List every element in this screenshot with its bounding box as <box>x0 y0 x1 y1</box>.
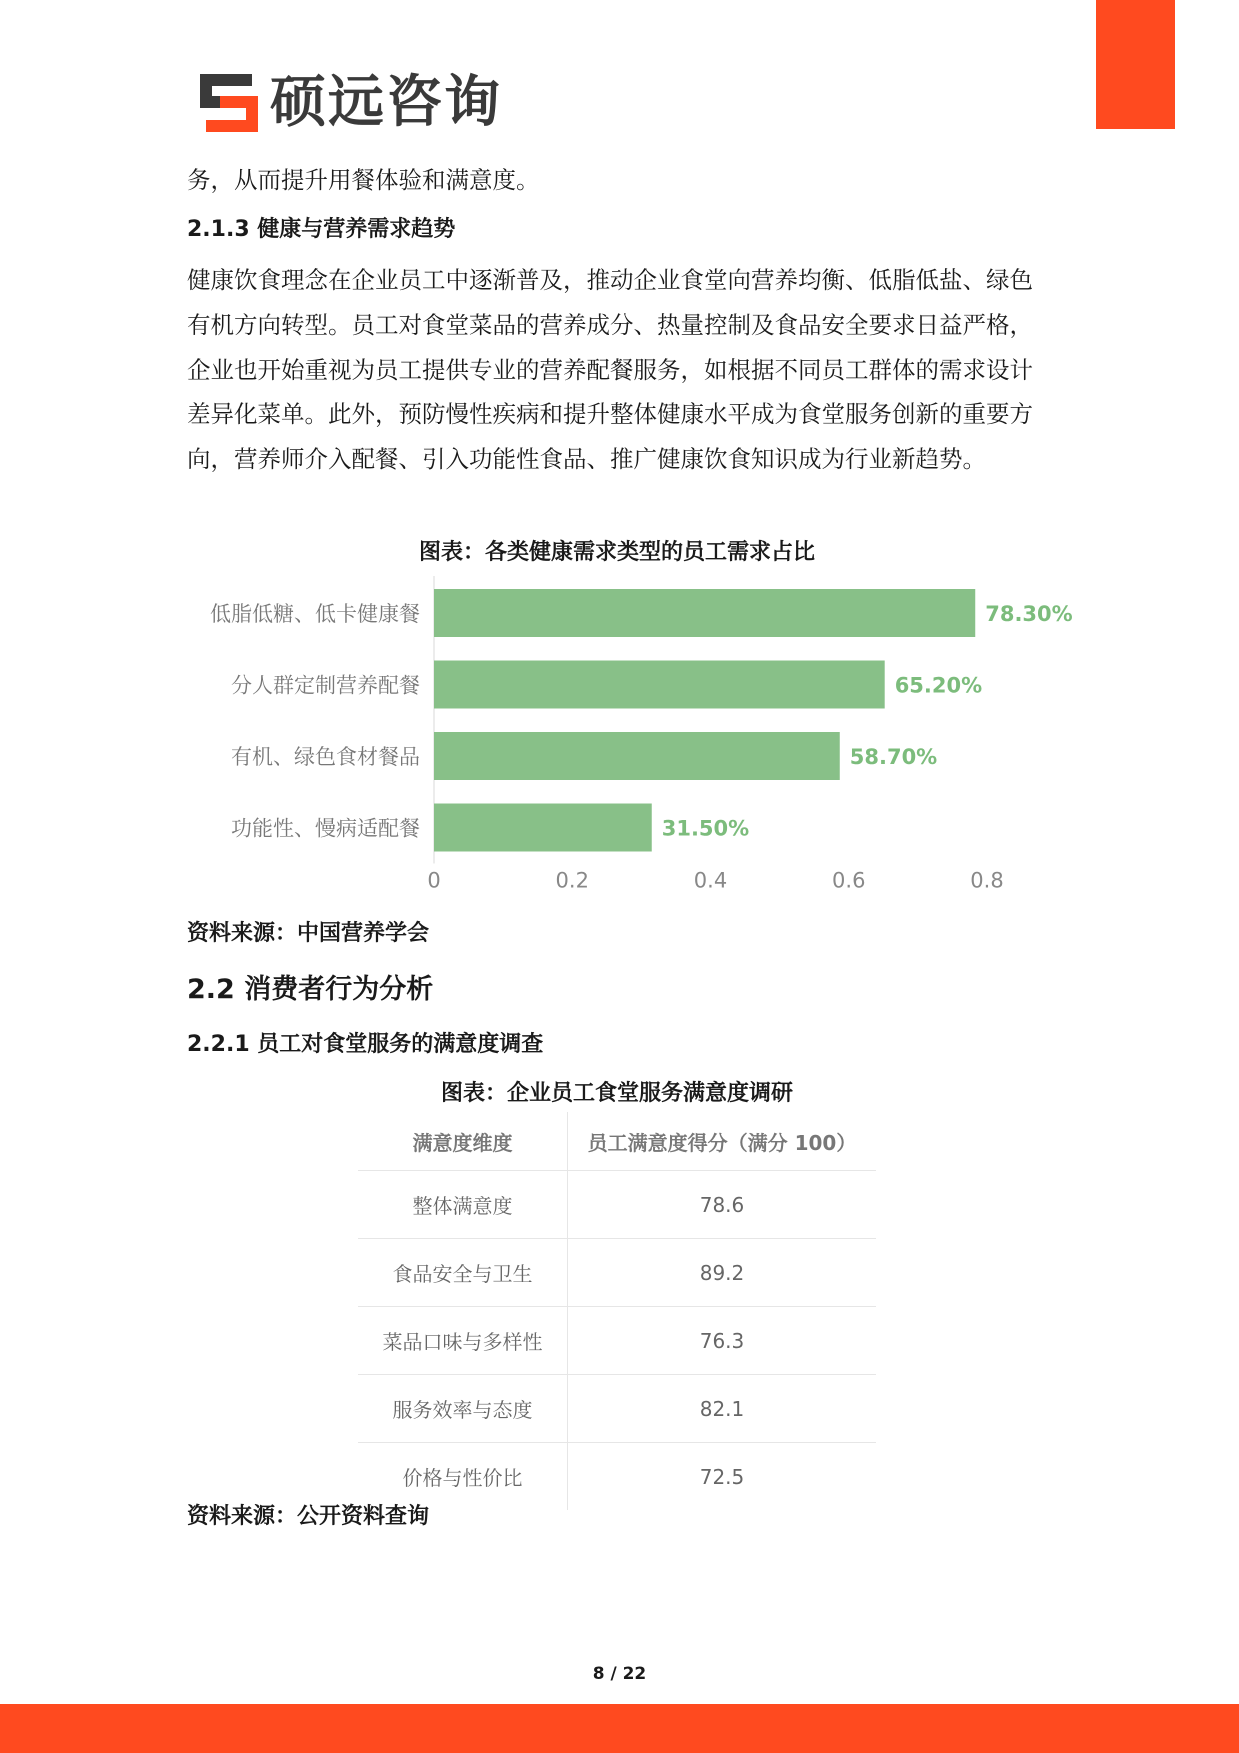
table-cell-dimension: 菜品口味与多样性 <box>358 1307 568 1375</box>
bottom-accent-bar <box>0 1704 1239 1753</box>
table-header-dimension: 满意度维度 <box>358 1112 568 1171</box>
data-label: 58.70% <box>849 745 938 769</box>
brand-logo <box>200 70 502 135</box>
chart-caption: 图表：各类健康需求类型的员工需求占比 <box>418 540 815 565</box>
table-cell-dimension: 整体满意度 <box>358 1171 568 1239</box>
table-row <box>358 1239 876 1307</box>
logo-mark-icon <box>200 74 258 132</box>
data-label: 31.50% <box>661 816 750 841</box>
table-cell-score: 78.6 <box>568 1171 877 1239</box>
table-caption: 图表：企业员工食堂服务满意度调研 <box>440 1081 793 1106</box>
bar <box>434 661 885 709</box>
table-cell-dimension: 价格与性价比 <box>358 1443 568 1511</box>
x-tick-label: 0.2 <box>555 868 589 893</box>
satisfaction-table <box>358 1112 876 1510</box>
table-row <box>358 1375 876 1443</box>
table-cell-score: 76.3 <box>568 1307 877 1375</box>
category-label: 低脂低糖、低卡健康餐 <box>210 602 420 626</box>
corner-accent-tab <box>1096 0 1175 129</box>
bar <box>434 804 652 852</box>
x-tick-label: 0 <box>427 868 441 893</box>
bar <box>434 732 840 780</box>
intro-tail-text: 务，从而提升用餐体验和满意度。 <box>187 166 540 194</box>
table-cell-dimension: 食品安全与卫生 <box>358 1239 568 1307</box>
table-cell-score: 82.1 <box>568 1375 877 1443</box>
table-header-score: 员工满意度得分（满分 100） <box>587 1130 857 1155</box>
table-cell-dimension: 服务效率与态度 <box>358 1375 568 1443</box>
table-cell-score: 89.2 <box>568 1239 877 1307</box>
x-tick-label: 0.6 <box>832 868 866 893</box>
table-row <box>358 1443 876 1511</box>
category-label: 分人群定制营养配餐 <box>231 673 420 698</box>
x-tick-label: 0.4 <box>693 868 728 893</box>
health-demand-bar-chart <box>187 576 1087 906</box>
chart-source: 资料来源：中国营养学会 <box>187 921 430 946</box>
table-row <box>358 1307 876 1375</box>
bar <box>434 589 975 637</box>
data-label: 78.30% <box>985 602 1073 626</box>
category-label: 功能性、慢病适配餐 <box>231 816 420 841</box>
table-row <box>358 1171 876 1239</box>
category-label: 有机、绿色食材餐品 <box>231 745 420 769</box>
table-header-row <box>358 1112 876 1171</box>
section-2-1-3-heading: 2.1.3 健康与营养需求趋势 <box>187 217 456 242</box>
x-tick-label: 0.8 <box>970 868 1004 893</box>
section-2-1-3-paragraph: 健康饮食理念在企业员工中逐渐普及，推动企业食堂向营养均衡、低脂低盐、绿色有机方向转型。员工对食堂菜品的营养成分、热量控制及食品安全要求日益严格，企业也开始重视为员工提供专业的营养配餐服务，如根据不同员工群体的需求设计差异化菜单。此外，预防慢性疾病和提升整体健康水平成为食堂服务创新的重要方向，营养师介入配餐、引入功能性食品、推广健康饮食知识成为行业新趋势。 <box>187 266 1033 474</box>
table-source: 资料来源：公开资料查询 <box>187 1504 430 1529</box>
section-2-2-heading: 2.2 消费者行为分析 <box>187 974 434 1005</box>
table-cell-score: 72.5 <box>568 1443 877 1511</box>
section-2-2-1-heading: 2.2.1 员工对食堂服务的满意度调查 <box>187 1032 544 1057</box>
page-number: 8 / 22 <box>592 1664 647 1684</box>
brand-name: 硕远咨询 <box>270 70 502 135</box>
data-label: 65.20% <box>894 673 983 698</box>
